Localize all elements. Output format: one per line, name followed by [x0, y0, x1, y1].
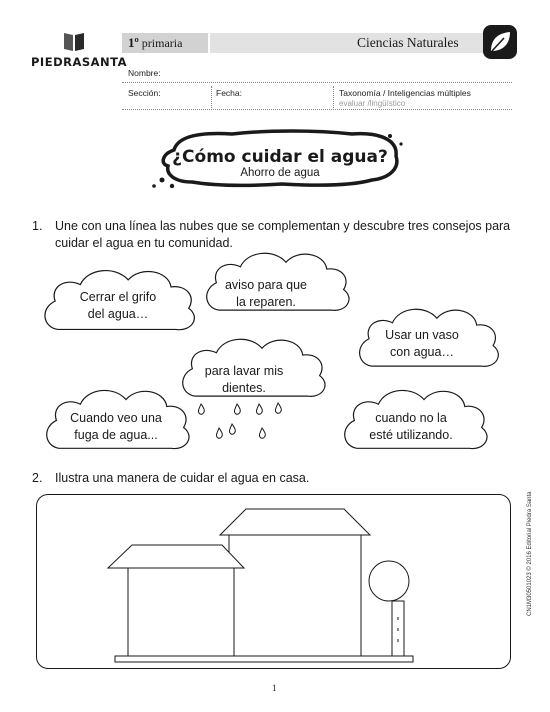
cloud-3-text[interactable]: Usar un vaso con agua… — [385, 328, 459, 359]
tree-crown — [369, 561, 409, 601]
question-1-text: Une con una línea las nubes que se complementan y descubre tres consejos para cuidar el agua en tu comunidad. — [55, 219, 511, 250]
question-2-number: 2. — [32, 471, 43, 485]
building-small — [128, 568, 234, 656]
subject-title: Ciencias Naturales — [357, 35, 459, 50]
grade-label: 1º primaria — [128, 35, 183, 50]
roof-tall — [220, 509, 370, 535]
question-1-number: 1. — [32, 219, 43, 233]
page-title: ¿Cómo cuidar el agua? — [172, 147, 388, 167]
cloud-4-text[interactable]: para lavar mis dientes. — [204, 364, 284, 395]
cloud-1-text[interactable]: Cerrar el grifo del agua… — [79, 290, 157, 321]
page-number: 1 — [272, 683, 277, 693]
cloud-6-text[interactable]: cuando no la esté utilizando. — [369, 411, 453, 442]
brand-name: PIEDRASANTA — [31, 55, 128, 69]
name-field-label: Nombre: — [128, 68, 161, 78]
section-field-label: Sección: — [128, 88, 161, 98]
roof-small — [108, 545, 244, 568]
building-tall — [229, 535, 361, 656]
ground — [115, 656, 413, 662]
cloud-5-text[interactable]: Cuando veo una fuga de agua... — [70, 411, 162, 442]
page-subtitle: Ahorro de agua — [240, 167, 320, 179]
question-2-text: Ilustra una manera de cuidar el agua en casa. — [55, 471, 310, 485]
taxonomy-label: Taxonomía / Inteligencias múltiples — [339, 88, 471, 98]
side-code: CN1M30501023 © 2016 Editorial Piedra Santa — [527, 491, 533, 616]
date-field-label: Fecha: — [216, 88, 242, 98]
taxonomy-values: evaluar /lingüístico — [339, 99, 406, 108]
cloud-2-text[interactable]: aviso para que la reparen. — [224, 278, 307, 309]
